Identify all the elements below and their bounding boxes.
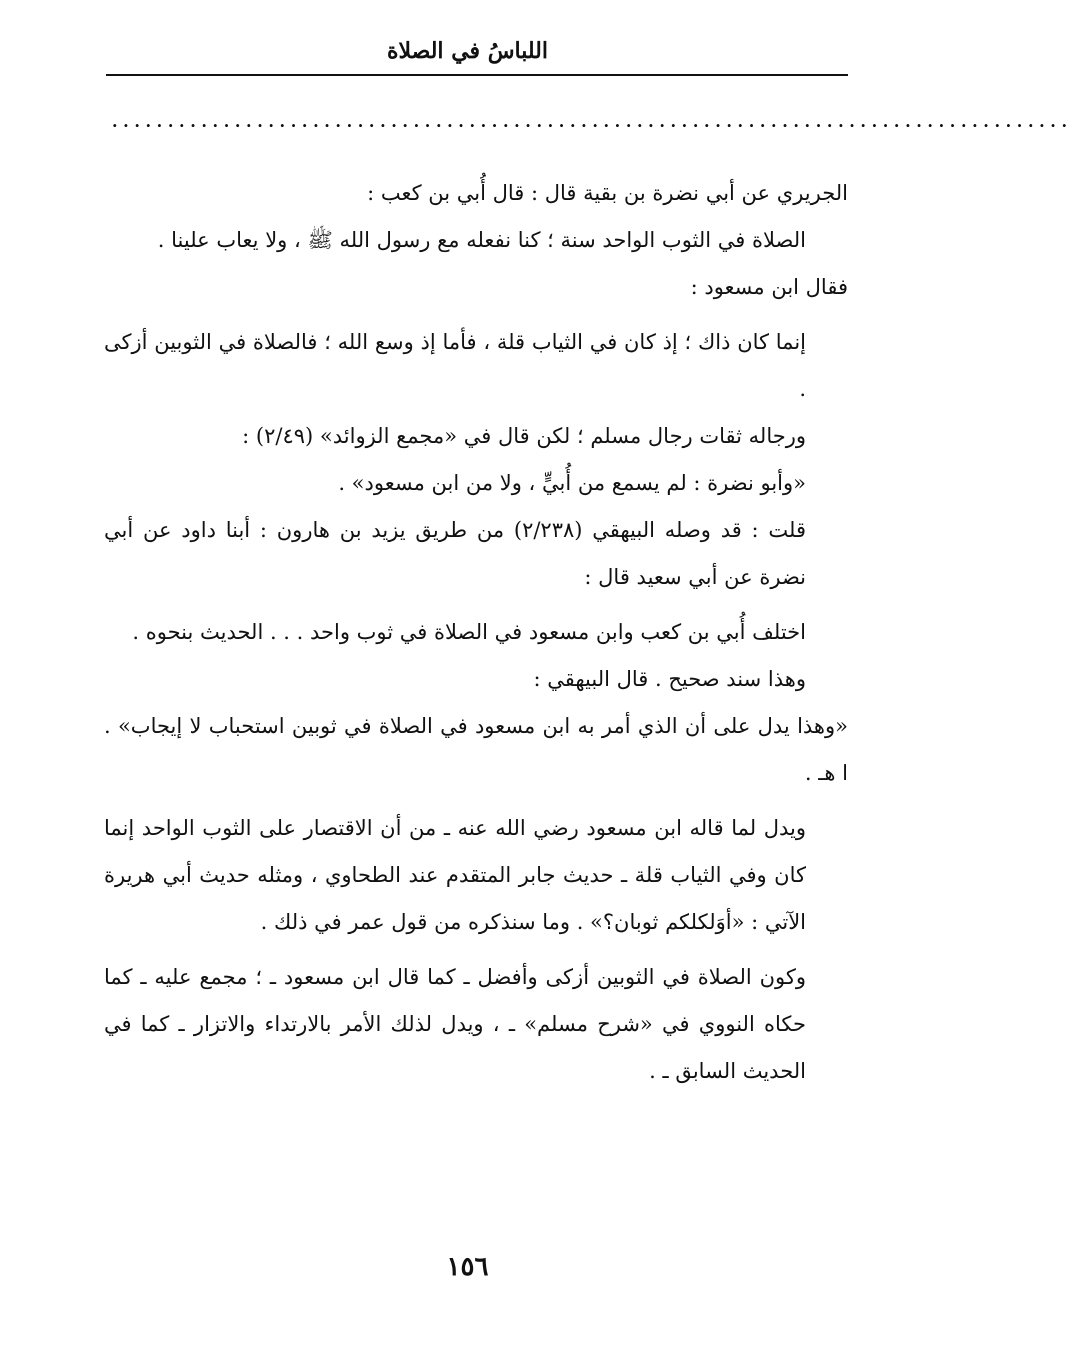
paragraph-isnad: الجريري عن أبي نضرة بن بقية قال : قال أُبي بن كعب : bbox=[367, 181, 848, 205]
paragraph-narrators-note: ورجاله ثقات رجال مسلم ؛ لكن قال في «مجمع الزوائد» (٢/٤٩) : bbox=[242, 424, 806, 448]
paragraph-ubayy-quote: الصلاة في الثوب الواحد سنة ؛ كنا نفعله مع رسول الله ﷺ ، ولا يعاب علينا . bbox=[157, 228, 806, 252]
footnote-dot-separator: ...................................................................................... bbox=[112, 112, 1073, 131]
running-header-title: اللباسُ في الصلاة bbox=[386, 38, 548, 64]
paragraph-sanad-sahih: وهذا سند صحيح . قال البيهقي : bbox=[533, 667, 806, 691]
paragraph-ikhtilaf: اختلف أُبي بن كعب وابن مسعود في الصلاة في ثوب واحد . . . الحديث بنحوه . bbox=[132, 620, 806, 644]
paragraph-bayhaqi-quote: «وهذا يدل على أن الذي أمر به ابن مسعود في الصلاة في ثوبين استحباب لا إيجاب» . ا هـ . bbox=[104, 714, 848, 785]
header-rule bbox=[106, 74, 848, 76]
paragraph-bayhaqi-connection: قلت : قد وصله البيهقي (٢/٢٣٨) من طريق يزيد بن هارون : أبنا داود عن أبي نضرة عن أبي سعيد قال : bbox=[104, 518, 807, 589]
main-text-block bbox=[104, 170, 848, 1103]
paragraph-majma-quote: «وأبو نضرة : لم يسمع من أُبيٍّ ، ولا من ابن مسعود» . bbox=[338, 471, 806, 495]
paragraph-evidence: ويدل لما قاله ابن مسعود رضي الله عنه ـ من أن الاقتصار على الثوب الواحد إنما كان وفي الثياب قلة ـ حديث جابر المتقدم عند الطحاوي ، ومثله حديث أبي هريرة الآتي : «أوَلكلكم ثوبان؟» . وما سنذكره من قول عمر في ذلك . bbox=[104, 816, 806, 934]
paragraph-consensus: وكون الصلاة في الثوبين أزكى وأفضل ـ كما قال ابن مسعود ـ ؛ مجمع عليه ـ كما حكاه النووي في «شرح مسلم» ـ ، ويدل لذلك الأمر بالارتداء والاتزار ـ كما في الحديث السابق ـ . bbox=[104, 965, 806, 1083]
page-number: ١٥٦ bbox=[446, 1252, 489, 1282]
paragraph-ibn-masud-quote: إنما كان ذاك ؛ إذ كان في الثياب قلة ، فأما إذ وسع الله ؛ فالصلاة في الثوبين أزكى . bbox=[104, 330, 806, 401]
paragraph-ibn-masud-intro: فقال ابن مسعود : bbox=[690, 275, 848, 299]
